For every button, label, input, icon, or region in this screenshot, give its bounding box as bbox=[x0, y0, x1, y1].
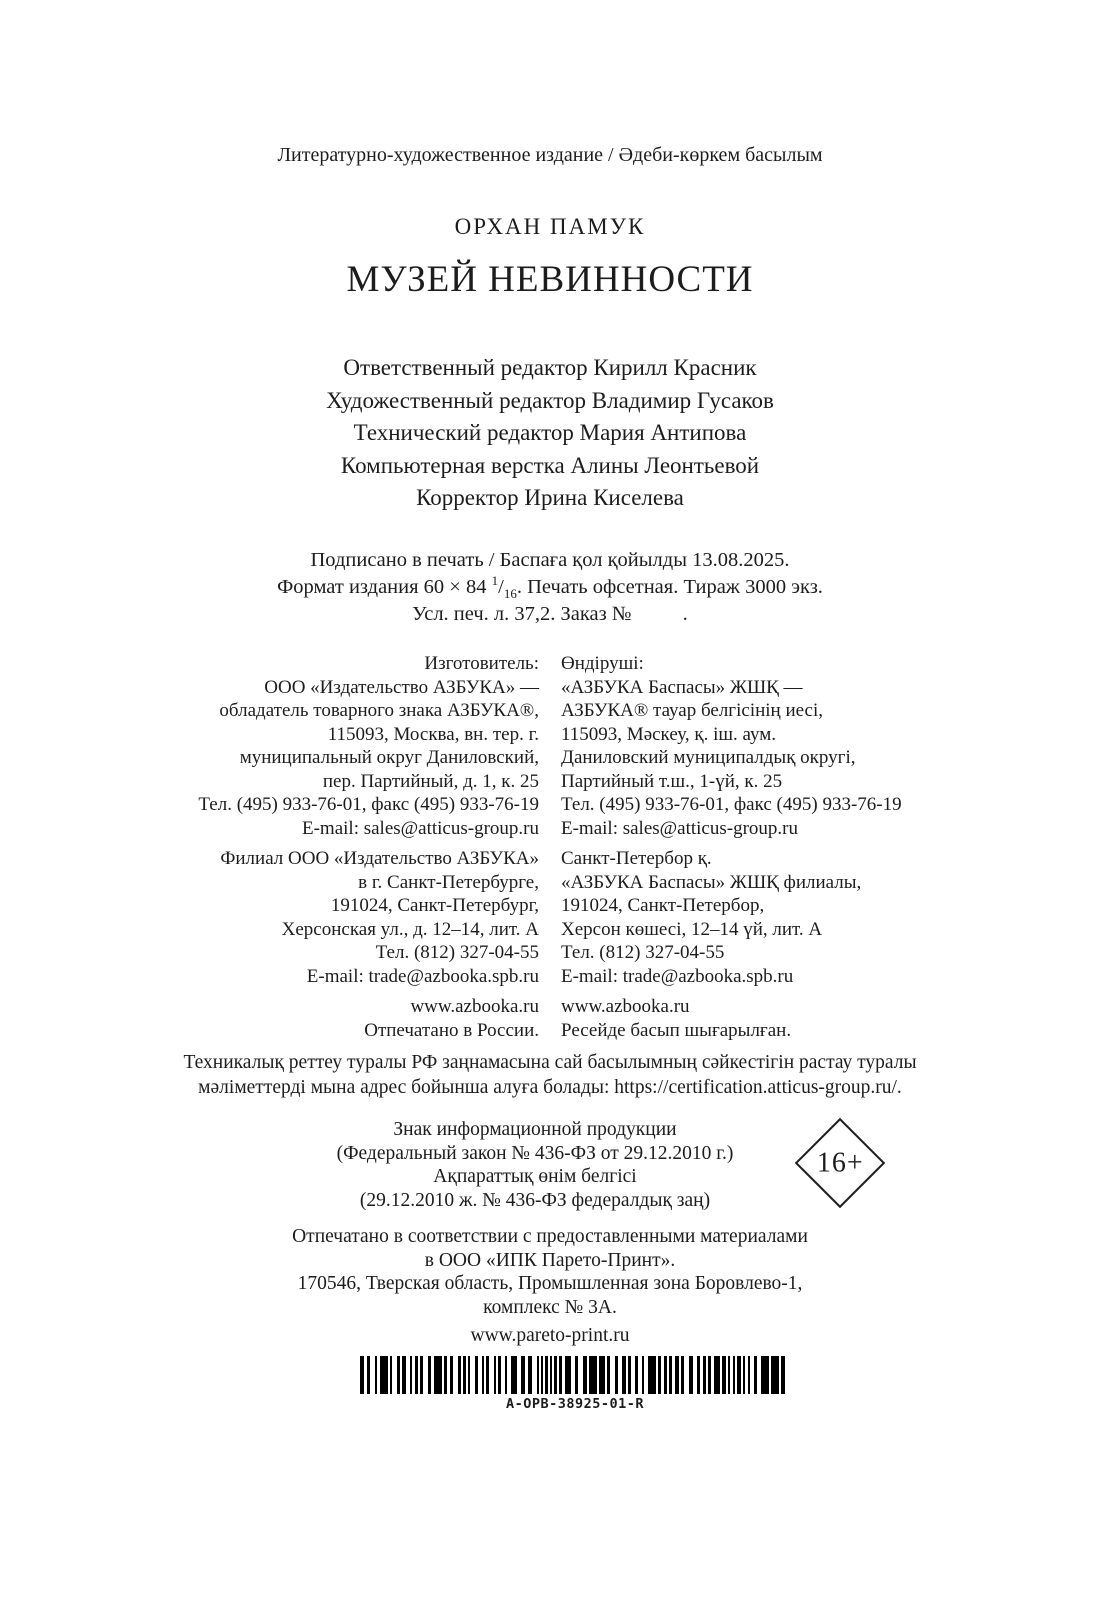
address-line: в г. Санкт-Петербурге, bbox=[358, 871, 539, 893]
printed-in-line: Отпечатано в России. bbox=[364, 1019, 539, 1041]
author-name: ОРХАН ПАМУК bbox=[454, 214, 646, 239]
address-line: 191024, Санкт-Петербург, bbox=[330, 895, 539, 916]
printer-line: комплекс № 3А. bbox=[483, 1296, 617, 1318]
signed-to-print-line: Подписано в печать / Баспаға қол қойылды 13.08.2025. bbox=[310, 549, 790, 571]
address-line: 191024, Санкт-Петербор, bbox=[561, 895, 765, 916]
address-line: Херсон көшесі, 12–14 үй, лит. А bbox=[561, 918, 823, 940]
address-line: Партийный т.ш., 1-үй, к. 25 bbox=[561, 770, 783, 792]
book-title: МУЗЕЙ НЕВИННОСТИ bbox=[346, 259, 754, 300]
printer-website: www.pareto-print.ru bbox=[470, 1325, 630, 1346]
information-product-sign-block bbox=[0, 1118, 1070, 1212]
website-line: www.azbooka.ru bbox=[561, 996, 690, 1017]
address-line: «АЗБУКА Баспасы» ЖШҚ — bbox=[561, 676, 803, 698]
address-line: 115093, Москва, вн. тер. г. bbox=[327, 723, 539, 745]
staff-line-proofreader: Корректор Ирина Киселева bbox=[416, 485, 684, 510]
phone-line: Тел. (812) 327-04-55 bbox=[375, 942, 539, 963]
staff-line-technical-editor: Технический редактор Мария Антипова bbox=[353, 420, 747, 445]
printer-line: 170546, Тверская область, Промышленная зона Боровлево-1, bbox=[297, 1273, 803, 1294]
address-line: Херсонская ул., д. 12–14, лит. А bbox=[281, 918, 539, 940]
printing-house-block bbox=[0, 1225, 1100, 1348]
phone-line: Тел. (495) 933-76-01, факс (495) 933-76-19 bbox=[198, 794, 539, 815]
editorial-staff-block bbox=[0, 352, 1100, 515]
phone-line: Тел. (495) 933-76-01, факс (495) 933-76-19 bbox=[561, 794, 902, 815]
barcode-label: A-OPB-38925-01-R bbox=[505, 1396, 645, 1412]
staff-line-art-editor: Художественный редактор Владимир Гусаков bbox=[326, 387, 774, 413]
staff-line-responsible-editor: Ответственный редактор Кирилл Красник bbox=[343, 355, 757, 380]
website-group-kz bbox=[561, 995, 961, 1042]
address-line: Филиал ООО «Издательство АЗБУКА» bbox=[220, 848, 539, 869]
info-sign-line: (29.12.2010 ж. № 436-ФЗ федералдық заң) bbox=[359, 1189, 711, 1211]
address-line: ООО «Издательство АЗБУКА» — bbox=[264, 676, 539, 698]
fraction-denominator: 16 bbox=[503, 586, 517, 602]
website-group-ru bbox=[139, 995, 539, 1042]
age-rating-value: 16+ bbox=[816, 1146, 864, 1178]
address-line: 115093, Мәскеу, қ. іш. аум. bbox=[561, 723, 777, 745]
manufacturer-column-russian bbox=[139, 652, 539, 1049]
phone-line: Тел. (812) 327-04-55 bbox=[561, 942, 725, 963]
certification-line: Техникалық реттеу туралы РФ заңнамасына сай басылымның сәйкестігін растау туралы bbox=[183, 1052, 917, 1073]
address-line: муниципальный округ Даниловский, bbox=[239, 747, 539, 768]
address-line: АЗБУКА® тауар белгісінің иесі, bbox=[561, 700, 823, 721]
manufacturer-address-ru bbox=[139, 652, 539, 840]
manufacturer-address-kz bbox=[561, 652, 961, 840]
email-line: E-mail: trade@azbooka.spb.ru bbox=[306, 965, 539, 987]
certification-notice bbox=[0, 1051, 1100, 1100]
email-line: E-mail: trade@azbooka.spb.ru bbox=[561, 965, 794, 987]
info-sign-line: Ақпараттық өнім белгісі bbox=[433, 1166, 637, 1187]
printed-in-line: Ресейде басып шығарылған. bbox=[561, 1019, 792, 1041]
staff-line-layout: Компьютерная верстка Алины Леонтьевой bbox=[340, 452, 760, 478]
fraction-numerator: 1 bbox=[491, 573, 499, 589]
printer-line: в ООО «ИПК Парето-Принт». bbox=[424, 1249, 676, 1271]
address-line: Изготовитель: bbox=[424, 653, 539, 674]
format-line: Формат издания 60 × 84 $^1/_{16}$. Печать офсетная. Тираж 3000 экз. bbox=[277, 573, 823, 602]
info-sign-line: (Федеральный закон № 436-ФЗ от 29.12.2010 г.) bbox=[336, 1142, 734, 1164]
address-line: Даниловский муниципалдық округі, bbox=[561, 747, 856, 768]
address-line: «АЗБУКА Баспасы» ЖШҚ филиалы, bbox=[561, 871, 862, 893]
address-line: Санкт-Петербор қ. bbox=[561, 848, 712, 869]
info-sign-line: Знак информационной продукции bbox=[393, 1119, 677, 1140]
address-line: Өндіруші: bbox=[561, 653, 644, 674]
printer-line: Отпечатано в соответствии с предоставленными материалами bbox=[292, 1226, 808, 1247]
order-number-line: Усл. печ. л. 37,2. Заказ № . bbox=[412, 603, 688, 625]
branch-address-kz bbox=[561, 847, 961, 988]
manufacturer-column-kazakh bbox=[561, 652, 961, 1049]
barcode-block bbox=[360, 1356, 790, 1412]
edition-type-line: Литературно-художественное издание / Әдеби-көркем басылым bbox=[277, 144, 823, 166]
address-line: обладатель товарного знака АЗБУКА®, bbox=[219, 700, 539, 721]
print-run-info-block bbox=[0, 547, 1100, 628]
email-line: E-mail: sales@atticus-group.ru bbox=[561, 817, 798, 839]
website-line: www.azbooka.ru bbox=[410, 996, 539, 1017]
email-line: E-mail: sales@atticus-group.ru bbox=[302, 817, 539, 839]
manufacturer-columns bbox=[0, 652, 1100, 1049]
branch-address-ru bbox=[139, 847, 539, 988]
address-line: пер. Партийный, д. 1, к. 25 bbox=[322, 770, 539, 792]
certification-line: мәліметтерді мына адрес бойынша алуға болады: https://certification.atticus-group.ru/. bbox=[198, 1076, 902, 1098]
barcode-bars bbox=[360, 1356, 790, 1394]
